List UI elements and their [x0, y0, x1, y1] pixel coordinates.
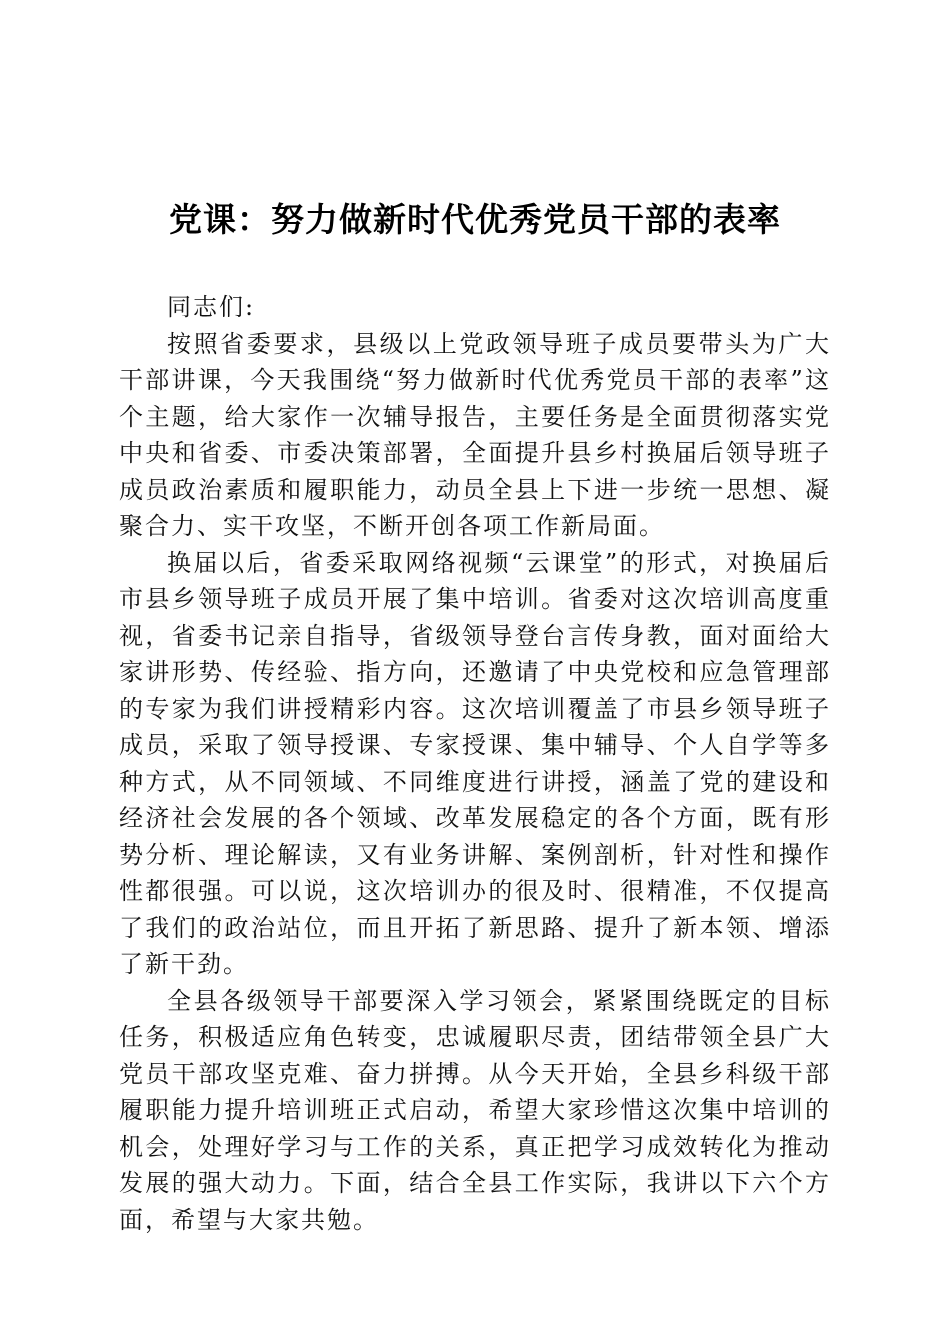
paragraph-1: 按照省委要求，县级以上党政领导班子成员要带头为广大干部讲课，今天我围绕“努力做新时代优秀党员干部的表率”这个主题，给大家作一次辅导报告，主要任务是全面贯彻落实党中央和省委、市委决策部署，全面提升县乡村换届后领导班子成员政治素质和履职能力，动员全县上下进一步统一思想、凝聚合力、实干攻坚，不断开创各项工作新局面。	[119, 329, 831, 540]
paragraph-3: 全县各级领导干部要深入学习领会，紧紧围绕既定的目标任务，积极适应角色转变，忠诚履职尽责，团结带领全县广大党员干部攻坚克难、奋力拼搏。从今天开始，全县乡科级干部履职能力提升培训班正式启动，希望大家珍惜这次集中培训的机会，处理好学习与工作的关系，真正把学习成效转化为推动发展的强大动力。下面，结合全县工作实际，我讲以下六个方面，希望与大家共勉。	[119, 986, 831, 1234]
paragraph-2: 换届以后，省委采取网络视频“云课堂”的形式，对换届后市县乡领导班子成员开展了集中培训。省委对这次培训高度重视，省委书记亲自指导，省级领导登台言传身教，面对面给大家讲形势、传经验、指方向，还邀请了中央党校和应急管理部的专家为我们讲授精彩内容。这次培训覆盖了市县乡领导班子成员，采取了领导授课、专家授课、集中辅导、个人自学等多种方式，从不同领域、不同维度进行讲授，涵盖了党的建设和经济社会发展的各个领域、改革发展稳定的各个方面，既有形势分析、理论解读，又有业务讲解、案例剖析，针对性和操作性都很强。可以说，这次培训办的很及时、很精准，不仅提高了我们的政治站位，而且开拓了新思路、提升了新本领、增添了新干劲。	[119, 548, 831, 978]
document-body	[119, 289, 831, 1238]
salutation: 同志们:	[167, 293, 256, 321]
document-title: 党课：努力做新时代优秀党员干部的表率	[169, 200, 781, 239]
